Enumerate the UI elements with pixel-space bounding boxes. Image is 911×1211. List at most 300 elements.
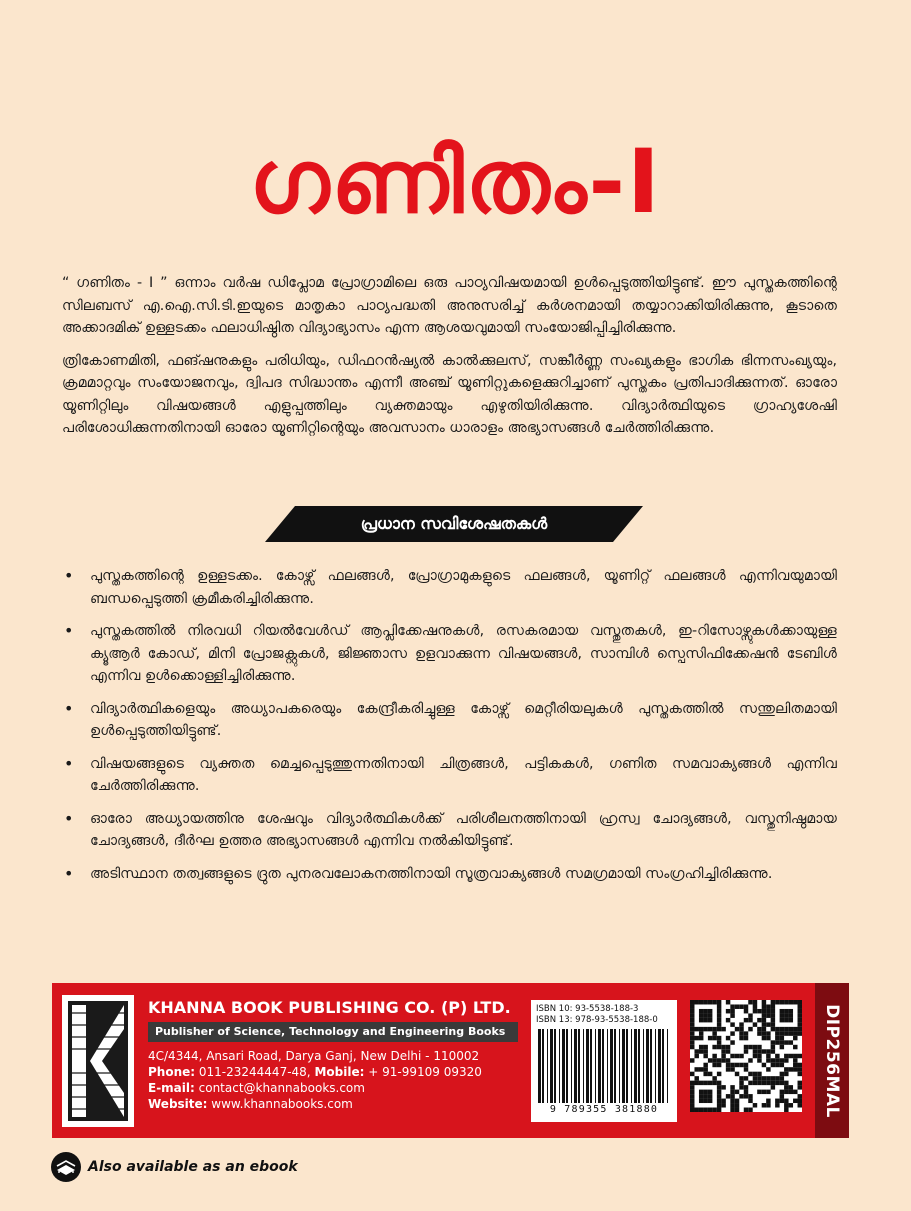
qr-module bbox=[694, 1081, 698, 1085]
qr-module bbox=[753, 1081, 757, 1085]
qr-module bbox=[784, 1081, 788, 1085]
qr-module bbox=[798, 1018, 802, 1022]
qr-module bbox=[744, 1076, 748, 1080]
features-list bbox=[62, 565, 837, 895]
qr-module bbox=[762, 1090, 766, 1094]
qr-module bbox=[730, 1085, 734, 1089]
qr-module bbox=[690, 1103, 694, 1107]
qr-module bbox=[766, 1099, 770, 1103]
qr-module bbox=[739, 1027, 743, 1031]
qr-module bbox=[771, 1000, 775, 1004]
qr-module bbox=[775, 1040, 779, 1044]
qr-module bbox=[780, 1081, 784, 1085]
qr-module bbox=[798, 1063, 802, 1067]
qr-module bbox=[793, 1063, 797, 1067]
qr-module bbox=[721, 1049, 725, 1053]
qr-module bbox=[703, 1013, 707, 1017]
qr-module bbox=[793, 1045, 797, 1049]
qr-module bbox=[780, 1090, 784, 1094]
qr-module bbox=[757, 1090, 761, 1094]
qr-module bbox=[766, 1031, 770, 1035]
qr-module bbox=[753, 1045, 757, 1049]
qr-module bbox=[766, 1067, 770, 1071]
qr-module bbox=[789, 1054, 793, 1058]
qr-module bbox=[748, 1058, 752, 1062]
qr-module bbox=[717, 1072, 721, 1076]
qr-module bbox=[690, 1036, 694, 1040]
qr-module bbox=[703, 1090, 707, 1094]
qr-module bbox=[784, 1103, 788, 1107]
qr-module bbox=[798, 1031, 802, 1035]
qr-module bbox=[771, 1076, 775, 1080]
qr-module bbox=[766, 1009, 770, 1013]
qr-module bbox=[717, 1004, 721, 1008]
qr-module bbox=[793, 1036, 797, 1040]
book-title: ഗണിതം-I bbox=[249, 130, 662, 233]
qr-module bbox=[721, 1085, 725, 1089]
feature-item bbox=[62, 808, 837, 853]
qr-module bbox=[793, 1058, 797, 1062]
qr-module bbox=[784, 1085, 788, 1089]
qr-module bbox=[744, 1036, 748, 1040]
qr-module bbox=[721, 1099, 725, 1103]
qr-module bbox=[717, 1022, 721, 1026]
qr-module bbox=[690, 1027, 694, 1031]
qr-module bbox=[703, 1009, 707, 1013]
qr-module bbox=[744, 1067, 748, 1071]
qr-module bbox=[784, 1000, 788, 1004]
qr-module bbox=[726, 1018, 730, 1022]
qr-module bbox=[771, 1013, 775, 1017]
feature-item bbox=[62, 753, 837, 798]
qr-module bbox=[744, 1018, 748, 1022]
qr-module bbox=[717, 1027, 721, 1031]
qr-module bbox=[739, 1036, 743, 1040]
barcode-bar bbox=[542, 1029, 544, 1103]
feature-text: പുസ്തകത്തിൽ നിരവധി റിയൽവേൾഡ് ആപ്ലിക്കേഷനുകൾ, രസകരമായ വസ്തുതകൾ, ഇ-റിസോഴ്സുകൾക്കായുള്ള ക്യൂആർ കോഡ്, മിനി പ്രോജക്റ്റുകൾ, ജിജ്ഞാസ ഉളവാക്കുന്ന വിഷയങ്ങൾ, സാമ്പിൾ സ്പെസിഫിക്കേഷൻ ടേബിൾ എന്നിവ ഉൾക്കൊള്ളിച്ചിരിക്കുന്നു. bbox=[90, 623, 837, 684]
qr-module bbox=[739, 1094, 743, 1098]
barcode-bar bbox=[583, 1029, 584, 1103]
barcode-bar bbox=[646, 1029, 649, 1103]
qr-module bbox=[721, 1054, 725, 1058]
qr-module bbox=[703, 1049, 707, 1053]
qr-module bbox=[798, 1081, 802, 1085]
qr-module bbox=[717, 1085, 721, 1089]
qr-module bbox=[717, 1108, 721, 1112]
qr-module bbox=[744, 1090, 748, 1094]
qr-module bbox=[735, 1103, 739, 1107]
qr-module bbox=[735, 1054, 739, 1058]
qr-module bbox=[730, 1063, 734, 1067]
qr-module bbox=[780, 1094, 784, 1098]
qr-module bbox=[766, 1013, 770, 1017]
qr-module bbox=[793, 1027, 797, 1031]
side-code-text: DIP256MAL bbox=[822, 1003, 843, 1118]
qr-module bbox=[766, 1049, 770, 1053]
qr-module bbox=[744, 1063, 748, 1067]
qr-module bbox=[771, 1018, 775, 1022]
qr-module bbox=[762, 1009, 766, 1013]
qr-module bbox=[748, 1013, 752, 1017]
qr-module bbox=[726, 1058, 730, 1062]
qr-module bbox=[784, 1054, 788, 1058]
qr-module bbox=[780, 1036, 784, 1040]
qr-module bbox=[753, 1009, 757, 1013]
qr-module bbox=[784, 1099, 788, 1103]
qr-module bbox=[712, 1058, 716, 1062]
qr-module bbox=[703, 1067, 707, 1071]
publisher-address: 4C/4344, Ansari Road, Darya Ganj, New Delhi - 110002 bbox=[148, 1049, 480, 1063]
features-heading: പ്രധാന സവിശേഷതകൾ bbox=[360, 514, 548, 533]
barcode-bar bbox=[658, 1029, 661, 1103]
qr-module bbox=[771, 1058, 775, 1062]
qr-module bbox=[730, 1094, 734, 1098]
qr-module bbox=[703, 1063, 707, 1067]
qr-module bbox=[699, 1027, 703, 1031]
qr-module bbox=[717, 1040, 721, 1044]
qr-module bbox=[726, 1067, 730, 1071]
qr-module bbox=[766, 1081, 770, 1085]
qr-module bbox=[744, 1085, 748, 1089]
qr-module bbox=[744, 1045, 748, 1049]
qr-module bbox=[762, 1076, 766, 1080]
qr-module bbox=[717, 1045, 721, 1049]
qr-module bbox=[712, 1081, 716, 1085]
qr-module bbox=[739, 1063, 743, 1067]
qr-module bbox=[798, 1067, 802, 1071]
qr-module bbox=[748, 1108, 752, 1112]
qr-module bbox=[726, 1063, 730, 1067]
qr-module bbox=[730, 1022, 734, 1026]
qr-module bbox=[694, 1000, 698, 1004]
barcode-bar bbox=[571, 1029, 572, 1103]
qr-module bbox=[699, 1031, 703, 1035]
qr-module bbox=[730, 1040, 734, 1044]
qr-module bbox=[780, 1027, 784, 1031]
qr-module bbox=[766, 1004, 770, 1008]
qr-module bbox=[784, 1090, 788, 1094]
qr-module bbox=[793, 1031, 797, 1035]
qr-module bbox=[762, 1022, 766, 1026]
qr-module bbox=[694, 1027, 698, 1031]
qr-module bbox=[789, 1000, 793, 1004]
feature-text: വിഷയങ്ങളുടെ വ്യക്തത മെച്ചപ്പെടുത്തുന്നതിനായി ചിത്രങ്ങൾ, പട്ടികകൾ, ഗണിത സമവാക്യങ്ങൾ എന്നിവ ചേർത്തിരിക്കുന്നു. bbox=[90, 755, 837, 794]
qr-module bbox=[717, 1009, 721, 1013]
qr-module bbox=[735, 1072, 739, 1076]
qr-module bbox=[775, 1063, 779, 1067]
qr-module bbox=[771, 1081, 775, 1085]
barcode-bar bbox=[631, 1029, 632, 1103]
bullet-icon: • bbox=[64, 698, 74, 718]
qr-module bbox=[766, 1036, 770, 1040]
qr-module bbox=[784, 1067, 788, 1071]
qr-module bbox=[771, 1004, 775, 1008]
qr-module bbox=[717, 1099, 721, 1103]
qr-module bbox=[708, 1081, 712, 1085]
barcode-bar bbox=[538, 1029, 541, 1103]
qr-module bbox=[789, 1103, 793, 1107]
qr-module bbox=[699, 1045, 703, 1049]
qr-module bbox=[699, 1090, 703, 1094]
qr-module bbox=[757, 1049, 761, 1053]
qr-module bbox=[771, 1022, 775, 1026]
barcode-bar bbox=[559, 1029, 560, 1103]
qr-module bbox=[694, 1049, 698, 1053]
qr-module bbox=[766, 1058, 770, 1062]
qr-module bbox=[784, 1027, 788, 1031]
qr-module bbox=[784, 1009, 788, 1013]
qr-module bbox=[793, 1090, 797, 1094]
qr-module bbox=[717, 1036, 721, 1040]
qr-module bbox=[762, 1018, 766, 1022]
qr-module bbox=[789, 1009, 793, 1013]
qr-module bbox=[726, 1009, 730, 1013]
qr-module bbox=[775, 1036, 779, 1040]
qr-module bbox=[762, 1036, 766, 1040]
qr-module bbox=[780, 1018, 784, 1022]
qr-module bbox=[753, 1000, 757, 1004]
qr-module bbox=[694, 1067, 698, 1071]
qr-module bbox=[789, 1090, 793, 1094]
qr-module bbox=[789, 1018, 793, 1022]
qr-module bbox=[775, 1103, 779, 1107]
qr-module bbox=[703, 1027, 707, 1031]
qr-module bbox=[793, 1000, 797, 1004]
qr-module bbox=[735, 1099, 739, 1103]
qr-module bbox=[789, 1085, 793, 1089]
qr-module bbox=[748, 1018, 752, 1022]
barcode-bar bbox=[619, 1029, 620, 1103]
qr-module bbox=[690, 1009, 694, 1013]
qr-module bbox=[780, 1076, 784, 1080]
qr-module bbox=[712, 1063, 716, 1067]
qr-module bbox=[762, 1049, 766, 1053]
barcode-digits: 9 789355 381880 bbox=[549, 1104, 659, 1115]
qr-module bbox=[721, 1045, 725, 1049]
qr-module bbox=[771, 1045, 775, 1049]
qr-module bbox=[708, 1013, 712, 1017]
ebook-icon bbox=[50, 1151, 82, 1183]
qr-module bbox=[753, 1022, 757, 1026]
qr-module bbox=[771, 1085, 775, 1089]
qr-module bbox=[744, 1108, 748, 1112]
qr-module bbox=[690, 1018, 694, 1022]
qr-module bbox=[775, 1027, 779, 1031]
qr-module bbox=[690, 1090, 694, 1094]
ebook-text: Also available as an ebook bbox=[88, 1159, 298, 1175]
barcode-bar bbox=[554, 1029, 556, 1103]
barcode-bar bbox=[610, 1029, 613, 1103]
qr-module bbox=[703, 1000, 707, 1004]
barcode-bar bbox=[595, 1029, 596, 1103]
qr-module bbox=[694, 1076, 698, 1080]
qr-module bbox=[748, 1000, 752, 1004]
barcode-bar bbox=[638, 1029, 640, 1103]
qr-module bbox=[699, 1013, 703, 1017]
qr-module bbox=[699, 1000, 703, 1004]
bullet-icon: • bbox=[64, 621, 74, 640]
qr-module bbox=[775, 1031, 779, 1035]
qr-module bbox=[798, 1054, 802, 1058]
isbn-13: ISBN 13: 978-93-5538-188-0 bbox=[536, 1015, 658, 1025]
qr-module bbox=[690, 1031, 694, 1035]
qr-module bbox=[690, 1094, 694, 1098]
qr-module bbox=[789, 1067, 793, 1071]
qr-module bbox=[730, 1004, 734, 1008]
qr-module bbox=[762, 1004, 766, 1008]
bullet-icon: • bbox=[64, 753, 74, 773]
qr-module bbox=[798, 1022, 802, 1026]
qr-module bbox=[703, 1099, 707, 1103]
qr-module bbox=[762, 1081, 766, 1085]
email-address: contact@khannabooks.com bbox=[198, 1081, 365, 1095]
qr-module bbox=[717, 1081, 721, 1085]
qr-module bbox=[784, 1108, 788, 1112]
qr-module bbox=[708, 1094, 712, 1098]
qr-module bbox=[757, 1054, 761, 1058]
qr-module bbox=[739, 1022, 743, 1026]
feature-item bbox=[62, 863, 837, 886]
qr-module bbox=[699, 1094, 703, 1098]
qr-module bbox=[726, 1049, 730, 1053]
feature-item bbox=[62, 698, 837, 743]
qr-module bbox=[730, 1090, 734, 1094]
qr-module bbox=[798, 1027, 802, 1031]
qr-module bbox=[757, 1081, 761, 1085]
qr-module bbox=[730, 1099, 734, 1103]
qr-module bbox=[780, 1072, 784, 1076]
mobile-label: Mobile: bbox=[314, 1065, 365, 1079]
mobile-number: + 91-99109 09320 bbox=[368, 1065, 482, 1079]
barcode-bar bbox=[574, 1029, 577, 1103]
qr-module bbox=[757, 1009, 761, 1013]
qr-module bbox=[775, 1081, 779, 1085]
qr-module bbox=[717, 1000, 721, 1004]
qr-module bbox=[762, 1031, 766, 1035]
qr-module bbox=[730, 1009, 734, 1013]
qr-module bbox=[690, 1099, 694, 1103]
qr-module bbox=[726, 1000, 730, 1004]
qr-module bbox=[708, 1099, 712, 1103]
qr-module bbox=[739, 1054, 743, 1058]
qr-module bbox=[784, 1018, 788, 1022]
qr-module bbox=[771, 1040, 775, 1044]
feature-item bbox=[62, 620, 837, 688]
feature-text: അടിസ്ഥാന തത്വങ്ങളുടെ ദ്രുത പുനരവലോകനത്തിനായി സൂത്രവാക്യങ്ങൾ സമഗ്രമായി സംഗ്രഹിച്ചിരിക്കുന്നു. bbox=[90, 865, 773, 882]
qr-module bbox=[703, 1094, 707, 1098]
qr-module bbox=[766, 1022, 770, 1026]
qr-module bbox=[762, 1013, 766, 1017]
qr-module bbox=[690, 1013, 694, 1017]
qr-module bbox=[771, 1049, 775, 1053]
barcode-bar bbox=[607, 1029, 608, 1103]
qr-module bbox=[757, 1058, 761, 1062]
barcode-bar bbox=[662, 1029, 664, 1103]
qr-module bbox=[730, 1013, 734, 1017]
phone-number: 011-23244447-48, bbox=[198, 1065, 311, 1079]
qr-module bbox=[784, 1031, 788, 1035]
qr-module bbox=[717, 1103, 721, 1107]
qr-module bbox=[748, 1045, 752, 1049]
qr-module bbox=[708, 1072, 712, 1076]
qr-module bbox=[748, 1072, 752, 1076]
qr-module bbox=[753, 1054, 757, 1058]
publisher-contact bbox=[148, 1048, 520, 1112]
qr-module bbox=[690, 1000, 694, 1004]
publisher-name: KHANNA BOOK PUBLISHING CO. (P) LTD. bbox=[148, 998, 511, 1017]
qr-module bbox=[762, 1103, 766, 1107]
qr-module bbox=[789, 1013, 793, 1017]
barcode-bar bbox=[634, 1029, 637, 1103]
qr-module bbox=[708, 1090, 712, 1094]
qr-module bbox=[726, 1045, 730, 1049]
qr-module bbox=[712, 1027, 716, 1031]
qr-code-icon bbox=[690, 1000, 802, 1112]
qr-code bbox=[690, 1000, 802, 1112]
email-label: E-mail: bbox=[148, 1081, 195, 1095]
intro-section bbox=[62, 272, 837, 450]
qr-module bbox=[744, 1094, 748, 1098]
qr-module bbox=[717, 1013, 721, 1017]
email-line bbox=[148, 1080, 520, 1096]
qr-module bbox=[798, 1000, 802, 1004]
qr-module bbox=[699, 1099, 703, 1103]
qr-module bbox=[712, 1036, 716, 1040]
qr-module bbox=[690, 1085, 694, 1089]
qr-module bbox=[703, 1072, 707, 1076]
qr-module bbox=[735, 1004, 739, 1008]
qr-module bbox=[775, 1076, 779, 1080]
qr-module bbox=[775, 1099, 779, 1103]
qr-module bbox=[739, 1004, 743, 1008]
qr-module bbox=[699, 1108, 703, 1112]
qr-module bbox=[708, 1018, 712, 1022]
qr-module bbox=[757, 1027, 761, 1031]
qr-module bbox=[708, 1009, 712, 1013]
qr-module bbox=[739, 1085, 743, 1089]
qr-module bbox=[712, 1000, 716, 1004]
qr-module bbox=[690, 1045, 694, 1049]
features-heading-banner bbox=[265, 506, 643, 542]
barcode-bar bbox=[650, 1029, 652, 1103]
qr-module bbox=[690, 1058, 694, 1062]
qr-module bbox=[744, 1009, 748, 1013]
qr-module bbox=[690, 1081, 694, 1085]
qr-module bbox=[699, 1049, 703, 1053]
barcode-bar bbox=[655, 1029, 656, 1103]
qr-module bbox=[703, 1045, 707, 1049]
barcode-bar bbox=[550, 1029, 553, 1103]
feature-item bbox=[62, 565, 837, 610]
qr-module bbox=[690, 1072, 694, 1076]
bullet-icon: • bbox=[64, 863, 74, 883]
qr-module bbox=[793, 1099, 797, 1103]
qr-module bbox=[748, 1099, 752, 1103]
website-url: www.khannabooks.com bbox=[211, 1097, 353, 1111]
qr-module bbox=[739, 1076, 743, 1080]
qr-module bbox=[694, 1054, 698, 1058]
qr-module bbox=[712, 1076, 716, 1080]
qr-module bbox=[703, 1054, 707, 1058]
qr-module bbox=[757, 1076, 761, 1080]
isbn-box bbox=[531, 1000, 677, 1122]
qr-module bbox=[766, 1103, 770, 1107]
qr-module bbox=[717, 1058, 721, 1062]
qr-module bbox=[748, 1094, 752, 1098]
qr-module bbox=[798, 1085, 802, 1089]
barcode-bar bbox=[622, 1029, 625, 1103]
qr-module bbox=[721, 1058, 725, 1062]
